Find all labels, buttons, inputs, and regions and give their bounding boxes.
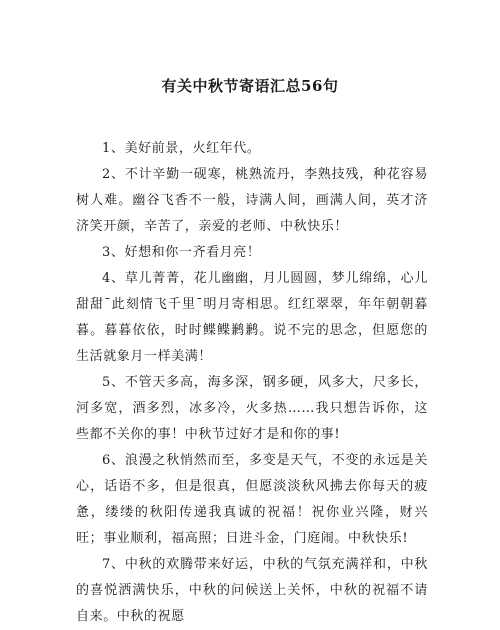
paragraph: 1、美好前景，火红年代。 (102, 141, 261, 156)
paragraph: 5、不管天多高，海多深，钢多硬，风多大，尺多长，河多宽，酒多烈，冰多冷，火多热……我只想告诉你，这些都不关你的事！中秋节过好才是和你的事! (76, 375, 428, 442)
paragraph: 4、草儿菁菁，花儿幽幽，月儿圆圆，梦儿绵绵，心儿甜甜¯此刻情飞千里¯明月寄相思。红红翠翠，年年朝朝暮暮。暮暮依依，时时鲽鲽鹣鹣。说不完的思念，但愿您的生活就象月一样美满！ (76, 271, 428, 364)
document-title: 有关中秋节寄语汇总56句 (161, 77, 339, 95)
paragraph: 6、浪漫之秋悄然而至，多变是天气，不变的永远是关心，话语不多，但是很真，但愿淡淡秋风拂去你每天的疲惫，缕缕的秋阳传递我真诚的祝福！祝你业兴隆，财兴旺；事业顺利，福高照；日进斗金，门庭闹。中秋快乐! (76, 453, 428, 546)
paragraph: 7、中秋的欢腾带来好运，中秋的气氛充满祥和，中秋的喜悦洒满快乐，中秋的问候送上关怀，中秋的祝福不请自来。中秋的祝愿 (76, 557, 428, 624)
document-body (76, 136, 428, 630)
paragraph: 3、好想和你一齐看月亮！ (102, 245, 261, 260)
paragraph: 2、不计辛勤一砚寒，桃熟流丹，李熟技残，种花容易树人难。幽谷飞香不一般，诗满人间，画满人间，英才济济笑开颜，辛苦了，亲爱的老师、中秋快乐！ (76, 167, 428, 234)
